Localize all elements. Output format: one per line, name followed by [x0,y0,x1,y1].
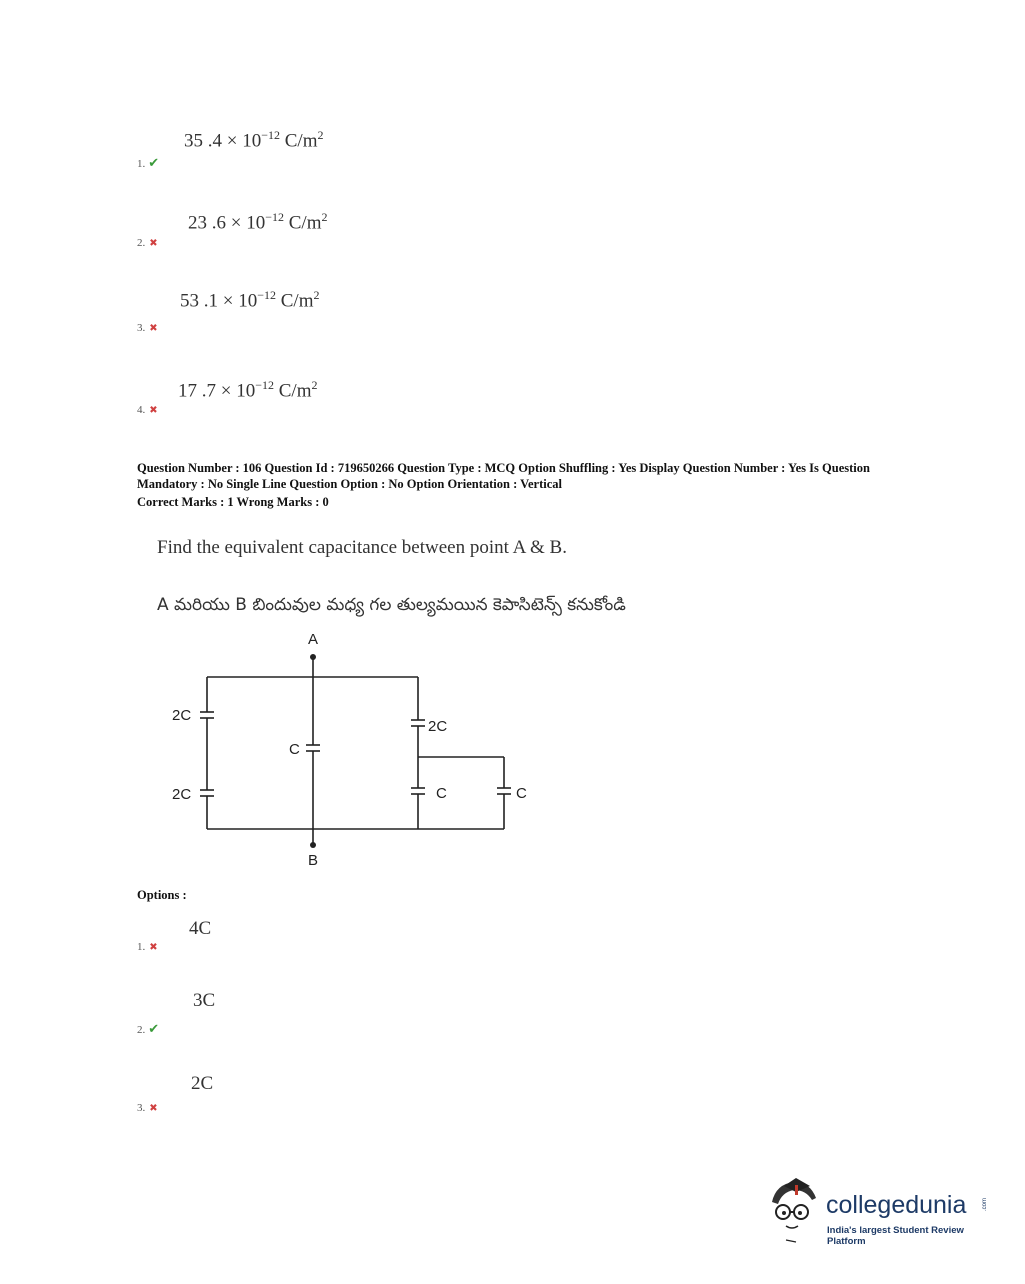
label-cap-far-right: C [516,785,527,802]
label-cap-middle: C [289,741,300,758]
option-1-value: 4C [189,918,212,939]
correct-check-icon: ✔ [148,1021,160,1036]
options-label: Options : [137,888,187,902]
prev-option-1-number: 1. ✔ [137,155,160,170]
prev-option-2-number: 2. ✖ [137,237,158,249]
option-2-number: 2. ✔ [137,1021,160,1036]
option-2-value: 3C [193,990,216,1011]
wrong-cross-icon: ✖ [149,323,158,334]
question-text-english: Find the equivalent capacitance between point A & B. [157,537,567,558]
question-meta-line-3: Correct Marks : 1 Wrong Marks : 0 [137,495,329,509]
logo-tagline: India's largest Student Review Platform [827,1225,964,1247]
capacitor-circuit-diagram [150,625,550,875]
label-a: A [307,631,319,648]
question-meta [137,460,917,510]
node-b-dot [310,842,316,848]
correct-check-icon: ✔ [148,155,160,170]
label-cap-right-mid: C [436,785,447,802]
question-meta-line-1: Question Number : 106 Question Id : 719650266 Question Type : MCQ Option Shuffling : Yes Display Question Number : Yes Is Question [137,461,870,475]
question-text-telugu: A మరియు B బిందువుల మధ్య గల తుల్యమయిన కెపాసిటెన్స్ కనుకోండి [157,595,626,615]
label-b: B [307,852,319,869]
wrong-cross-icon: ✖ [149,1103,158,1114]
logo-suffix: .com [982,1198,988,1212]
label-cap-left-bottom: 2C [172,786,192,803]
wrong-cross-icon: ✖ [149,942,158,953]
option-3-number: 3. ✖ [137,1102,158,1114]
question-meta-line-2: Mandatory : No Single Line Question Option : No Option Orientation : Vertical [137,477,563,491]
node-a-dot [310,654,316,660]
prev-option-4-number: 4. ✖ [137,404,158,416]
option-1-number: 1. ✖ [137,941,158,953]
prev-option-3-number: 3. ✖ [137,322,158,334]
wrong-cross-icon: ✖ [149,405,158,416]
wrong-cross-icon: ✖ [149,238,158,249]
mascot-icon [766,1176,824,1244]
option-3-value: 2C [191,1073,214,1094]
prev-option-2-value: 23 $.6 \times 10^{-12}$ $C/m^2$ [188,210,328,234]
collegedunia-logo [766,1176,996,1246]
label-cap-left-top: 2C [172,707,192,724]
label-cap-right-top: 2C [428,718,448,735]
logo-wordmark: collegedunia [826,1191,967,1219]
prev-option-3-value: 53 $.1 \times 10^{-12}$ $C/m^2$ [180,288,320,312]
prev-option-4-value: 17 $.7 \times 10^{-12}$ $C/m^2$ [178,378,318,402]
prev-option-1-value: 35 $.4 \times 10^{-12}$ $C/m^2$ [184,128,324,152]
